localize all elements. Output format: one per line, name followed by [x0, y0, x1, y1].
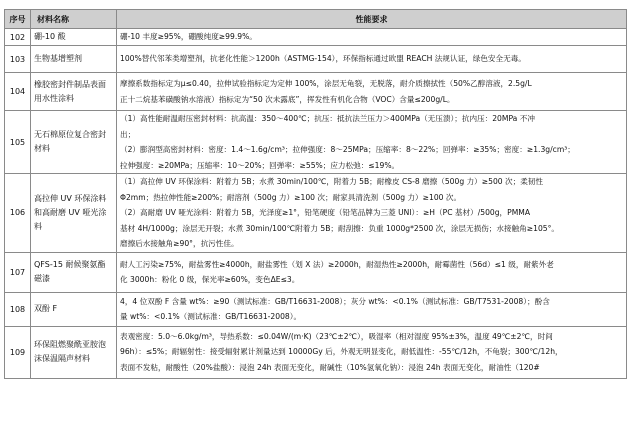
performance-requirement — [117, 46, 627, 73]
table-row — [5, 174, 627, 253]
row-number: 106 — [5, 174, 31, 253]
performance-requirement — [117, 174, 627, 253]
header-no: 序号 — [5, 10, 31, 29]
header-requirement: 性能要求 — [117, 10, 627, 29]
requirement-line: 100%替代邻苯类增塑剂，抗老化性能＞1200h（ASTMG-154），环保指标通过欧盟 REACH 法规认证，绿色安全无毒。 — [120, 54, 526, 64]
header-material-name: 材料名称 — [31, 10, 117, 29]
material-name: 橡胶密封件制品表面用水性涂料 — [31, 73, 117, 111]
table-row — [5, 252, 627, 292]
requirement-line: 磨擦后水接触角≥90°，抗污性佳。 — [120, 239, 239, 248]
requirement-line: 摩擦系数指标定为μ≤0.40，拉伸试验指标定为定伸 100%，涂层无龟裂，无脱落，耐介质擦拭性（50%乙醇溶液，2.5g/L — [120, 79, 532, 88]
performance-requirements-table — [4, 9, 627, 379]
requirement-line: （2）膨润型高密封材料：密度：1.4～1.6g/cm³；拉伸强度：8～25MPa；压缩率：8～22%；回弹率：≥35%；密度：≥1.3g/cm³； — [120, 145, 575, 154]
table-row — [5, 111, 627, 174]
material-name: 无石棉原位复合密封材料 — [31, 111, 117, 174]
row-number: 105 — [5, 111, 31, 174]
row-number: 103 — [5, 46, 31, 73]
material-name: 环保阻燃聚酰亚胺泡沫保温隔声材料 — [31, 326, 117, 378]
performance-requirement — [117, 111, 627, 174]
requirement-line: 量 wt%：<0.1%（测试标准：GB/T16631-2008）。 — [120, 312, 302, 321]
requirement-line: 正十二烷基苯磺酸钠水溶液）指标定为“50 次未露底”，挥发性有机化合物（VOC）含量≤200g/L。 — [120, 94, 455, 104]
requirement-line: Φ2mm；热拉伸性能≥200%；耐溶剂（500g 力）≥100 次；耐家具清洗剂（500g 力）≥100 次。 — [120, 192, 462, 202]
performance-requirement — [117, 29, 627, 46]
requirement-line: 出； — [120, 129, 136, 139]
row-number: 108 — [5, 292, 31, 326]
requirement-line: 耐人工污染≥75%，耐盐雾性≥4000h，耐盐雾性（划 X 法）≥2000h，耐湿热性≥2000h，耐霉菌性（56d）≤1 级，耐紫外老 — [120, 259, 554, 269]
material-name: 高拉伸 UV 环保涂料和高耐磨 UV 哑光涂料 — [31, 174, 117, 253]
row-number: 104 — [5, 73, 31, 111]
requirement-line: 96h）：≤5%；耐辐射性：接受辐射累计剂量达到 10000Gy 后，外观无明显变化，耐低温性：-55℃/12h，不龟裂；300℃/12h， — [120, 347, 563, 357]
requirement-line: 硼-10 丰度≥95%，硼酸纯度≥99.9%。 — [120, 32, 257, 42]
material-name: 硼-10 酸 — [31, 29, 117, 46]
requirement-line: （2）高耐磨 UV 哑光涂料：附着力 5B，光泽度≥1°，铅笔硬度（铅笔品牌为三菱 UNI）：≥H（PC 基材）/500g，PMMA — [120, 208, 531, 217]
requirement-line: 表观密度：5.0～6.0kg/m³，导热系数：≤0.04W/(m·K)（23℃±2℃），吸湿率（相对湿度 95%±3%，温度 49℃±2℃，时间 — [120, 331, 553, 341]
requirement-line: 基材 4H/1000g；涂层无开裂；水煮 30min/100℃附着力 5B；耐刮擦：负重 1000g*2500 次，涂层无损伤；水接触角≥105°。 — [120, 223, 560, 233]
requirement-line: 表面不发粘，耐酸性（20%盐酸）：浸泡 24h 表面无变化，耐碱性（10%氢氧化钠）：浸泡 24h 表面无变化，耐油性（120# — [120, 362, 540, 372]
requirement-line: 4，4 位双酚 F 含量 wt%：≥90（测试标准：GB/T16631-2008）；灰分 wt%：<0.1%（测试标准：GB/T7531-2008）；酚含 — [120, 296, 550, 306]
row-number: 109 — [5, 326, 31, 378]
performance-requirement — [117, 73, 627, 111]
performance-requirement — [117, 252, 627, 292]
table-header-row — [5, 10, 627, 29]
performance-requirement — [117, 326, 627, 378]
table-row — [5, 292, 627, 326]
table-row — [5, 46, 627, 73]
row-number: 107 — [5, 252, 31, 292]
requirement-line: 拉伸强度：≥20MPa；压缩率：10～20%；回弹率：≥55%；应力松弛：≤19%。 — [120, 160, 400, 170]
performance-requirement — [117, 292, 627, 326]
requirement-line: （1）高拉伸 UV 环保涂料：附着力 5B；水煮 30min/100℃，附着力 5B；耐橡皮 CS-8 磨擦（500g 力）≥500 次；柔韧性 — [120, 177, 544, 186]
material-name: 生物基增塑剂 — [31, 46, 117, 73]
table-row — [5, 326, 627, 378]
material-name: 双酚 F — [31, 292, 117, 326]
table-row — [5, 73, 627, 111]
row-number: 102 — [5, 29, 31, 46]
table-row — [5, 29, 627, 46]
material-name: QFS-15 耐候聚氨酯磁漆 — [31, 252, 117, 292]
requirement-line: 化 3000h：粉化 0 级，保光率≥60%，变色ΔE≤3。 — [120, 275, 300, 284]
requirement-line: （1）高性能耐温耐压密封材料：抗高温：350～400℃；抗压：抵抗法兰压力＞400MPa（无压溃）；抗内压：20MPa 不冲 — [120, 114, 535, 123]
